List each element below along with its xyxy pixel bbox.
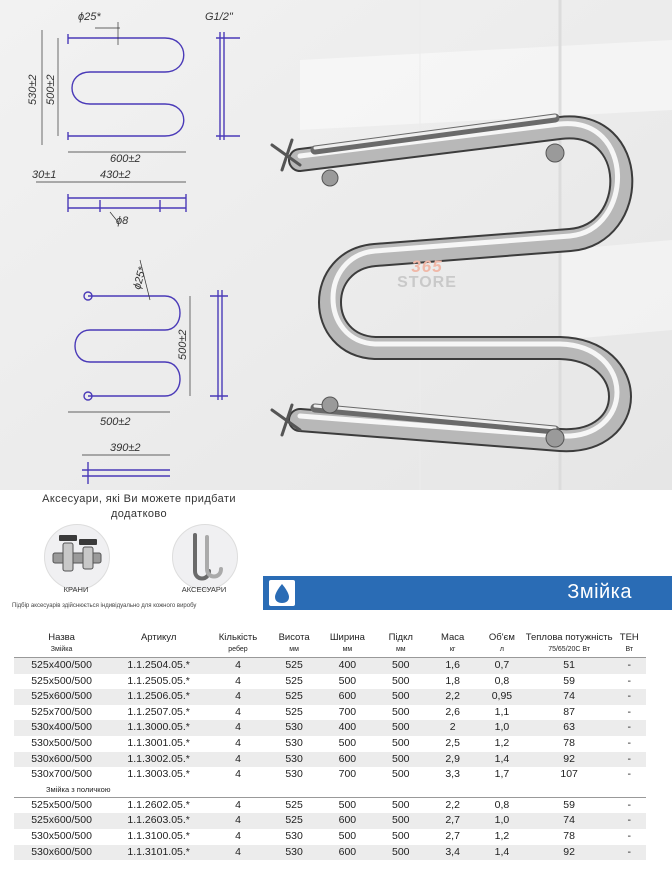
table-cell: 4: [235, 768, 241, 781]
dim-rod: ϕ8: [116, 215, 129, 227]
table-cell: 530x700/500: [31, 768, 92, 781]
unit-heater: Вт: [613, 643, 646, 658]
table-cell: 2,5: [445, 736, 460, 749]
table-cell: 530x600/500: [14, 752, 109, 768]
table-cell: 500: [392, 736, 410, 749]
table-cell: 51: [526, 658, 613, 674]
table-row: [14, 813, 646, 829]
table-cell: 1,2: [494, 829, 510, 842]
table-cell: 525: [268, 689, 321, 705]
table-cell: 1.1.3101.05.*: [109, 845, 208, 861]
table-row: [14, 674, 646, 690]
dim-thread: G1/2": [205, 11, 233, 23]
table-cell: 2: [427, 720, 478, 736]
table-cell: 500: [374, 689, 427, 705]
col-width: Ширина: [329, 632, 365, 643]
accessory-hooks[interactable]: [172, 524, 238, 590]
table-cell: 92: [526, 752, 613, 768]
table-cell: 530: [268, 720, 321, 736]
table-cell: 1.1.2505.05.*: [127, 674, 190, 687]
table-cell: -: [613, 658, 646, 674]
table-cell: 4: [208, 658, 268, 674]
table-cell: 3,4: [427, 845, 478, 861]
table-cell: 2,6: [445, 705, 460, 718]
table-row: [14, 658, 646, 674]
water-drop-icon: [269, 580, 295, 606]
table-cell: 0,8: [494, 798, 510, 811]
table-cell: 525: [268, 658, 321, 674]
unit-width: мм: [320, 643, 374, 658]
table-cell: 2,2: [445, 798, 460, 811]
unit-count: ребер: [208, 643, 268, 658]
table-cell: 4: [208, 689, 268, 705]
table-cell: 4: [235, 798, 241, 811]
accessory-valves[interactable]: [44, 524, 110, 590]
drawing-front-view: [68, 32, 240, 140]
table-row: [14, 767, 646, 783]
drawing-top-view: [68, 194, 186, 212]
table-cell: 600: [320, 845, 374, 861]
table-cell: -: [613, 689, 646, 705]
table-cell: 525x700/500: [31, 705, 92, 718]
table-cell: 530x500/500: [31, 829, 92, 842]
table-cell: 530: [268, 752, 321, 768]
product-title: Змійка: [567, 581, 632, 603]
table-cell: 500: [374, 813, 427, 829]
table-cell: 87: [563, 705, 575, 718]
table-cell: 1,4: [478, 752, 526, 768]
unit-height: мм: [268, 643, 321, 658]
table-cell: 78: [563, 736, 575, 749]
valve-icon: [45, 525, 109, 589]
table-cell: 4: [235, 674, 241, 687]
accessories-caption: Аксесуари, які Ви можете придбати додатково: [42, 493, 236, 520]
table-row: [14, 829, 646, 845]
table-cell: 500: [374, 658, 427, 674]
table-cell: 500: [338, 798, 357, 811]
table-row: [14, 752, 646, 768]
table-cell: -: [613, 752, 646, 768]
col-heater: ТЕН: [619, 632, 639, 643]
table-cell: 500: [374, 845, 427, 861]
table-header-row: [14, 632, 646, 643]
table-row: [14, 797, 646, 813]
table-section-row: [14, 783, 646, 798]
table-cell: 1.1.2603.05.*: [109, 813, 208, 829]
table-cell: 530: [285, 829, 303, 842]
col-mass: Маса: [440, 632, 465, 643]
dim-diameter-1: ϕ25*: [78, 11, 101, 23]
table-cell: 4: [208, 845, 268, 861]
watermark-number: 365: [411, 257, 443, 276]
table-cell: 600: [320, 689, 374, 705]
table-cell: 0,95: [478, 689, 526, 705]
col-connection: Підкл: [388, 632, 413, 643]
table-cell: 525x500/500: [31, 674, 92, 687]
unit-article: [109, 643, 208, 658]
table-cell: 2,9: [427, 752, 478, 768]
table-cell: 525: [285, 705, 303, 718]
table-cell: 1,0: [478, 720, 526, 736]
table-cell: 500: [338, 829, 357, 842]
unit-name: Змійка: [14, 643, 109, 658]
unit-mass: кг: [427, 643, 478, 658]
table-cell: 1.1.3003.05.*: [127, 768, 190, 781]
table-cell: -: [627, 768, 632, 781]
table-cell: 1.1.2506.05.*: [109, 689, 208, 705]
table-cell: 1,7: [494, 768, 510, 781]
table-cell: -: [627, 736, 632, 749]
table-cell: 1.1.3100.05.*: [127, 829, 190, 842]
table-cell: 600: [320, 813, 374, 829]
table-row: [14, 736, 646, 752]
col-article: Артикул: [140, 632, 177, 643]
table-cell: 0,7: [478, 658, 526, 674]
unit-volume: л: [478, 643, 526, 658]
spec-table: [14, 632, 646, 860]
table-row: [14, 845, 646, 861]
table-cell: 400: [320, 720, 374, 736]
table-cell: 4: [208, 752, 268, 768]
table-cell: 700: [338, 705, 357, 718]
table-cell: 92: [526, 845, 613, 861]
table-cell: -: [627, 705, 632, 718]
table-cell: -: [627, 829, 632, 842]
dim-diameter-2: ϕ25*: [131, 265, 149, 291]
spec-table-body: [14, 658, 646, 861]
table-cell: 4: [235, 829, 241, 842]
table-cell: 1,0: [478, 813, 526, 829]
table-cell: -: [613, 845, 646, 861]
table-cell: 525x600/500: [14, 813, 109, 829]
table-cell: 500: [338, 736, 357, 749]
table-cell: 1.1.2602.05.*: [127, 798, 190, 811]
table-cell: 530: [285, 736, 303, 749]
table-cell: 4: [208, 813, 268, 829]
table-cell: 500: [374, 752, 427, 768]
table-cell: 530x600/500: [14, 845, 109, 861]
drawing-top-view-2: [82, 462, 170, 484]
table-cell: 4: [208, 720, 268, 736]
table-cell: 500: [392, 829, 410, 842]
table-cell: 1.1.2507.05.*: [127, 705, 190, 718]
table-cell: 2,7: [427, 813, 478, 829]
table-cell: 1,2: [494, 736, 510, 749]
table-cell: 0,8: [494, 674, 510, 687]
table-cell: 500: [392, 674, 410, 687]
table-cell: 78: [563, 829, 575, 842]
dim-width-3: 500±2: [100, 416, 131, 428]
table-cell: 4: [235, 736, 241, 749]
table-cell: 1.1.2504.05.*: [109, 658, 208, 674]
table-row: [14, 720, 646, 736]
table-cell: 525: [285, 798, 303, 811]
table-cell: 3,3: [445, 768, 460, 781]
table-cell: 525x500/500: [31, 798, 92, 811]
table-cell: 525x400/500: [14, 658, 109, 674]
col-count: Кількість: [218, 632, 258, 643]
drawing-front-view-2: [75, 290, 228, 400]
table-cell: 500: [338, 674, 357, 687]
table-cell: 1.1.3000.05.*: [109, 720, 208, 736]
hook-icon: [173, 525, 237, 589]
table-cell: 500: [392, 798, 410, 811]
table-cell: 107: [560, 768, 578, 781]
table-row: [14, 689, 646, 705]
table-cell: 400: [320, 658, 374, 674]
table-cell: 500: [392, 705, 410, 718]
table-cell: -: [627, 674, 632, 687]
table-cell: 530x500/500: [31, 736, 92, 749]
table-cell: 600: [320, 752, 374, 768]
accessory-hooks-label: АКСЕСУАРИ: [181, 585, 227, 594]
table-cell: 63: [526, 720, 613, 736]
dim-width-4: 390±2: [110, 442, 141, 454]
table-cell: -: [613, 813, 646, 829]
table-cell: 700: [338, 768, 357, 781]
table-cell: -: [627, 798, 632, 811]
table-cell: 2,2: [427, 689, 478, 705]
table-cell: 1,8: [445, 674, 460, 687]
table-cell: 1,1: [494, 705, 510, 718]
table-cell: 59: [563, 798, 575, 811]
dim-offset: 30±1: [32, 169, 57, 181]
table-cell: 530: [285, 768, 303, 781]
table-cell: 525x600/500: [14, 689, 109, 705]
dim-width-2: 430±2: [100, 169, 131, 181]
table-cell: 1,6: [427, 658, 478, 674]
table-cell: 525: [268, 813, 321, 829]
table-cell: 525: [285, 674, 303, 687]
table-cell: 74: [526, 689, 613, 705]
table-cell: 1.1.3001.05.*: [127, 736, 190, 749]
accessories-note: Підбір аксесуарів здійснюється індивідуально для кожного виробу: [12, 603, 197, 609]
dim-height-outer: 530±2: [27, 74, 39, 105]
table-cell: 59: [563, 674, 575, 687]
unit-power: 75/65/20C Вт: [526, 643, 613, 658]
table-cell: 4: [235, 705, 241, 718]
table-section-label: Змійка з поличкою: [14, 783, 646, 798]
dim-width-1: 600±2: [110, 153, 141, 165]
table-cell: 500: [374, 720, 427, 736]
table-cell: 1,4: [478, 845, 526, 861]
table-row: [14, 705, 646, 721]
table-cell: 530x400/500: [14, 720, 109, 736]
table-cell: 74: [526, 813, 613, 829]
table-cell: 1.1.3002.05.*: [109, 752, 208, 768]
watermark-text: STORE: [397, 274, 457, 291]
dim-height-3: 500±2: [177, 329, 189, 360]
col-volume: Об'єм: [488, 632, 515, 643]
product-title-band: [263, 576, 672, 610]
table-cell: 530: [268, 845, 321, 861]
table-cell: -: [613, 720, 646, 736]
dim-height-inner: 500±2: [45, 74, 57, 105]
table-units-row: [14, 643, 646, 658]
accessory-valves-label: КРАНИ: [63, 585, 89, 594]
col-height: Висота: [278, 632, 310, 643]
col-power: Теплова потужність: [525, 632, 613, 643]
table-cell: 500: [392, 768, 410, 781]
col-name: Назва: [48, 632, 75, 643]
table-cell: 2,7: [445, 829, 460, 842]
unit-connection: мм: [374, 643, 427, 658]
